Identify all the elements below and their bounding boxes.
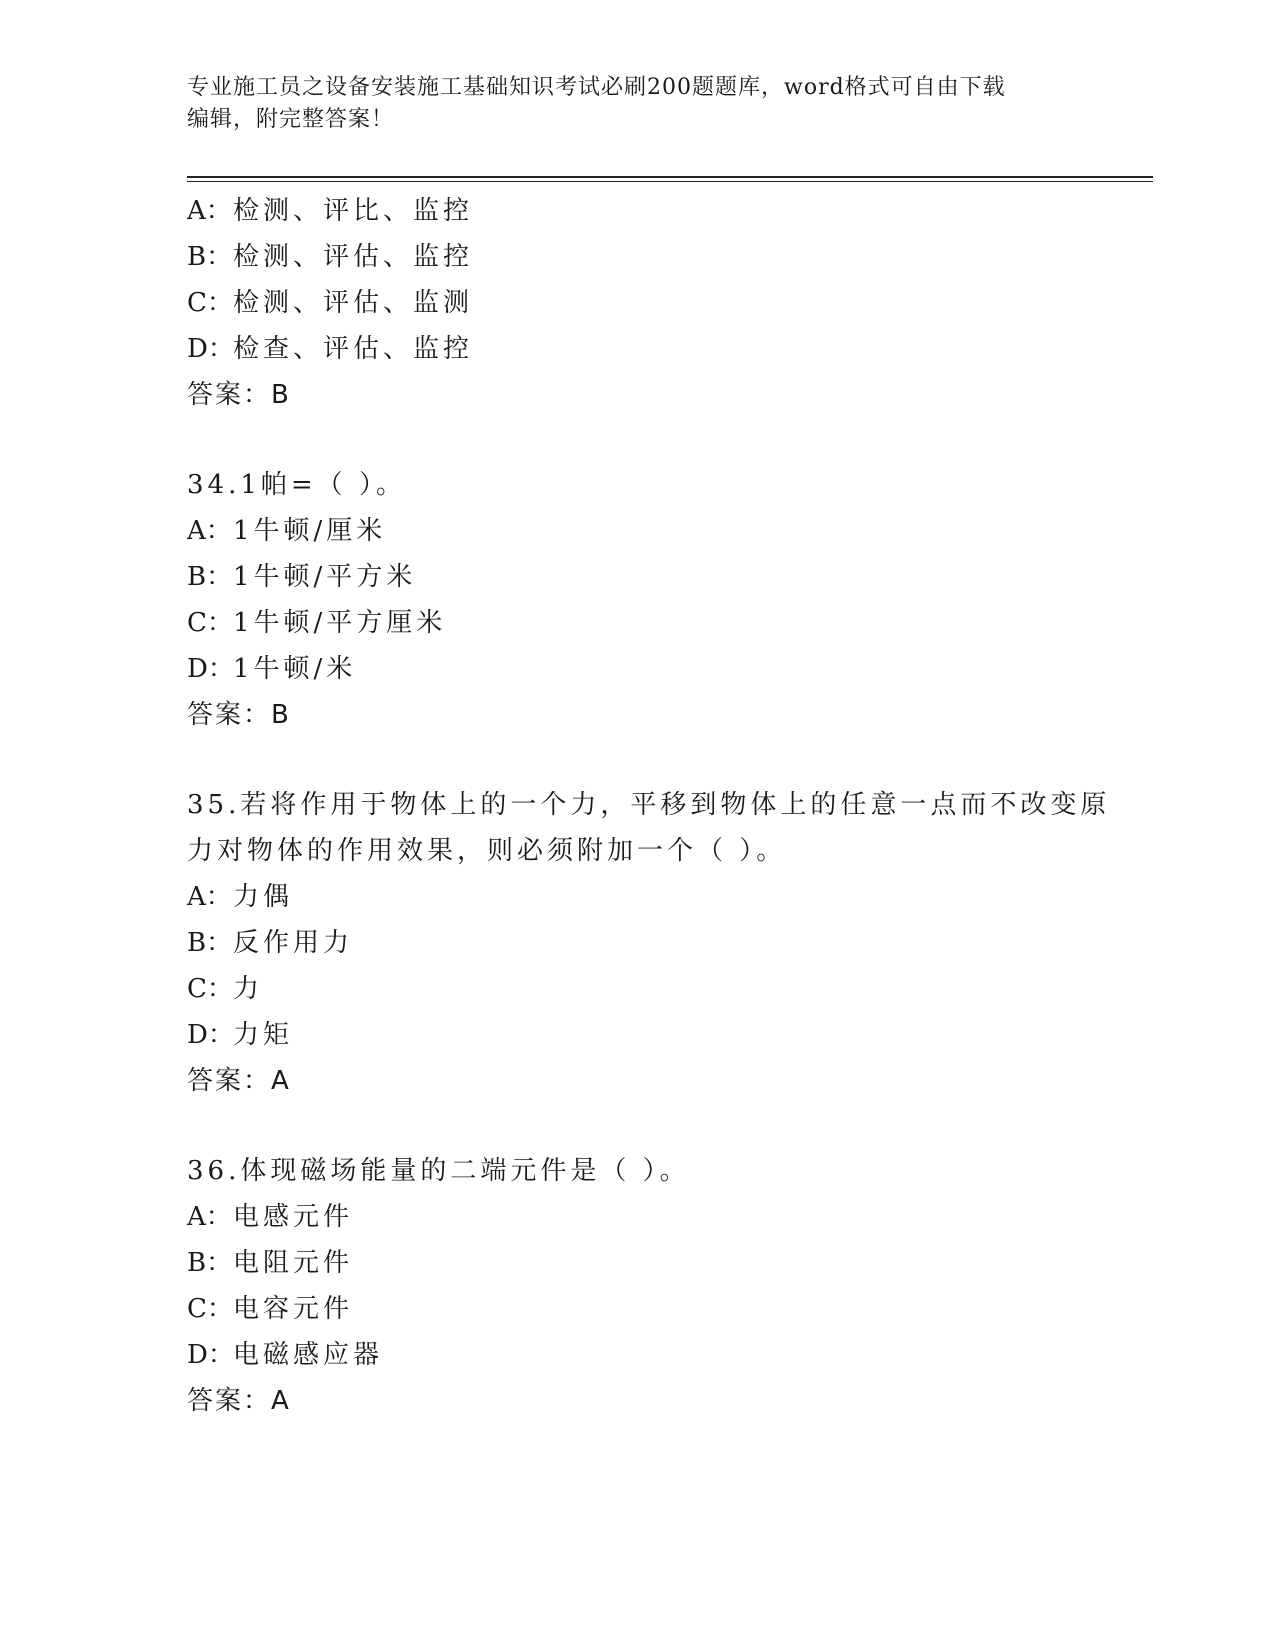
option-d (187, 646, 1087, 692)
option-text: 检查、评估、监控 (233, 334, 474, 364)
option-text: 检测、评估、监测 (233, 288, 474, 318)
option-b (187, 554, 1087, 600)
option-letter: B： (187, 562, 233, 592)
option-letter: A： (187, 882, 232, 912)
option-text: 电阻元件 (233, 1248, 354, 1278)
option-letter: B： (187, 242, 233, 272)
question-stem: 35.若将作用于物体上的一个力，平移到物体上的任意一点而不改变原 (187, 790, 1111, 820)
option-text: 1牛顿/厘米 (233, 516, 387, 546)
option-letter: D： (187, 654, 234, 684)
option-text: 1牛顿/米 (233, 654, 357, 684)
option-c (187, 1286, 1087, 1332)
header-line-2: 编辑，附完整答案！ (187, 107, 395, 132)
option-letter: D： (187, 334, 234, 364)
option-letter: C： (187, 288, 233, 318)
option-a (187, 188, 1087, 234)
option-letter: A： (187, 516, 232, 546)
question-34 (187, 462, 1087, 738)
option-c (187, 966, 1087, 1012)
option-c (187, 600, 1087, 646)
option-letter: D： (187, 1020, 234, 1050)
question-33 (187, 188, 1087, 418)
option-letter: B： (187, 928, 233, 958)
option-text: 反作用力 (233, 928, 354, 958)
document-header (187, 72, 1087, 136)
option-c (187, 280, 1087, 326)
option-text: 1牛顿/平方米 (233, 562, 417, 592)
option-letter: C： (187, 608, 233, 638)
option-text: 电容元件 (233, 1294, 354, 1324)
option-text: 力矩 (233, 1020, 294, 1050)
option-letter: C： (187, 974, 233, 1004)
question-stem: 36.体现磁场能量的二端元件是（ ）。 (187, 1156, 690, 1186)
answer-line: 答案：A (187, 1386, 291, 1416)
question-spacer (187, 1104, 1087, 1148)
option-text: 检测、评比、监控 (233, 196, 474, 226)
option-text: 电磁感应器 (233, 1340, 384, 1370)
question-stem: 34.1帕=（ ）。 (187, 470, 406, 500)
question-35 (187, 782, 1111, 1104)
option-b (187, 920, 1087, 966)
option-d (187, 326, 1087, 372)
option-letter: C： (187, 1294, 233, 1324)
option-text: 1牛顿/平方厘米 (233, 608, 447, 638)
question-spacer (187, 738, 1087, 782)
option-letter: A： (187, 196, 232, 226)
question-list (187, 188, 1111, 1424)
option-text: 检测、评估、监控 (233, 242, 474, 272)
answer-line: 答案：A (187, 1066, 291, 1096)
option-text: 力偶 (233, 882, 294, 912)
option-d (187, 1332, 1087, 1378)
option-b (187, 234, 1087, 280)
option-b (187, 1240, 1087, 1286)
option-letter: B： (187, 1248, 233, 1278)
question-stem-continued: 力对物体的作用效果，则必须附加一个（ ）。 (187, 836, 787, 866)
option-text: 力 (233, 974, 264, 1004)
option-a (187, 874, 1087, 920)
option-d (187, 1012, 1087, 1058)
option-letter: D： (187, 1340, 234, 1370)
answer-line: 答案：B (187, 700, 291, 730)
header-rule-thick (187, 176, 1153, 178)
option-a (187, 1194, 1087, 1240)
option-letter: A： (187, 1202, 232, 1232)
question-36 (187, 1148, 1087, 1424)
header-rule-thin (187, 181, 1153, 182)
header-line-1: 专业施工员之设备安装施工基础知识考试必刷200题题库，word格式可自由下载 (187, 75, 1006, 100)
question-spacer (187, 418, 1087, 462)
answer-line: 答案：B (187, 380, 291, 410)
option-text: 电感元件 (233, 1202, 354, 1232)
option-a (187, 508, 1087, 554)
